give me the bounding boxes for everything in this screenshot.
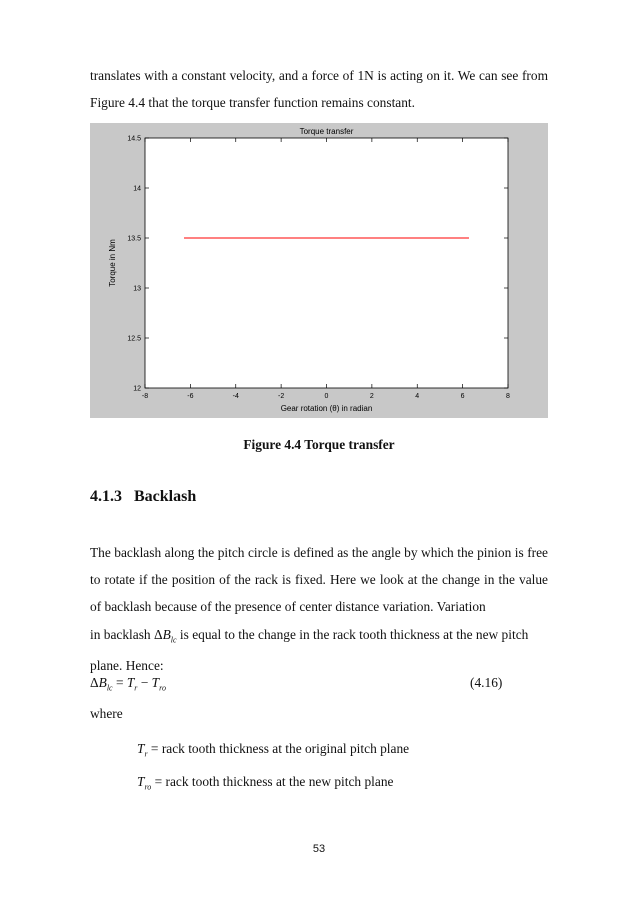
y-tick-label: 12.5 <box>127 335 141 343</box>
where-label: where <box>90 706 123 721</box>
definition-tro: $T_{ro}$ = rack tooth thickness at the new pitch plane <box>137 774 394 792</box>
paragraph-intro: translates with a constant velocity, and a force of 1N is acting on it. We can see from Figure 4.4 that the torque transfer function remains constant. <box>90 68 548 110</box>
x-tick-label: -4 <box>232 393 239 400</box>
paragraph-backlash: The backlash along the pitch circle is defined as the angle by which the pinion is free to rotate if the position of the rack is fixed. Here we look at the change in the value of backlash because of the presence of center distance variation. Variation <box>90 545 548 614</box>
torque-transfer-figure <box>90 123 548 418</box>
x-axis-label: Gear rotation (θ) in radian <box>280 404 373 413</box>
y-tick-label: 14.5 <box>127 135 141 143</box>
equation-4-16: $\Delta B_{lc} = T_r - T_{ro}$ <box>90 675 166 693</box>
y-tick-label: 12 <box>133 385 141 393</box>
definition-tr: $T_r$ = rack tooth thickness at the original pitch plane <box>137 741 410 759</box>
section-title: Backlash <box>134 488 197 505</box>
delta-b-symbol: $\Delta B_{lc}$ <box>153 627 177 645</box>
torque-transfer-chart <box>90 123 548 418</box>
equation-number: (4.16) <box>470 675 503 690</box>
figure-caption: Figure 4.4 Torque transfer <box>243 437 395 452</box>
backlash-line-4 <box>90 627 528 645</box>
backlash-line-4-post: is equal to the change in the rack tooth thickness at the new pitch <box>176 627 529 642</box>
page-number: 53 <box>312 843 326 855</box>
section-heading <box>90 488 196 506</box>
x-tick-label: -2 <box>278 393 285 400</box>
x-tick-label: 2 <box>369 393 374 400</box>
x-tick-label: -6 <box>187 393 194 400</box>
x-tick-label: -8 <box>141 393 149 400</box>
definition-tr-text: = rack tooth thickness at the original pitch plane <box>147 741 410 756</box>
y-tick-label: 13.5 <box>127 235 141 243</box>
y-tick-label: 13 <box>133 285 141 293</box>
x-tick-label: 6 <box>460 393 465 400</box>
y-axis-label: Torque in Nm <box>108 239 117 287</box>
x-tick-label: 0 <box>324 393 329 400</box>
backlash-line-4-pre: in backlash <box>90 627 154 642</box>
plot-area <box>145 138 508 388</box>
definition-tro-text: = rack tooth thickness at the new pitch plane <box>151 774 394 789</box>
y-tick-label: 14 <box>133 185 141 193</box>
section-number: 4.1.3 <box>90 488 122 505</box>
chart-title: Torque transfer <box>299 127 354 136</box>
x-tick-label: 4 <box>415 393 420 400</box>
x-tick-label: 8 <box>506 393 510 400</box>
backlash-line-5: plane. Hence: <box>90 658 164 673</box>
